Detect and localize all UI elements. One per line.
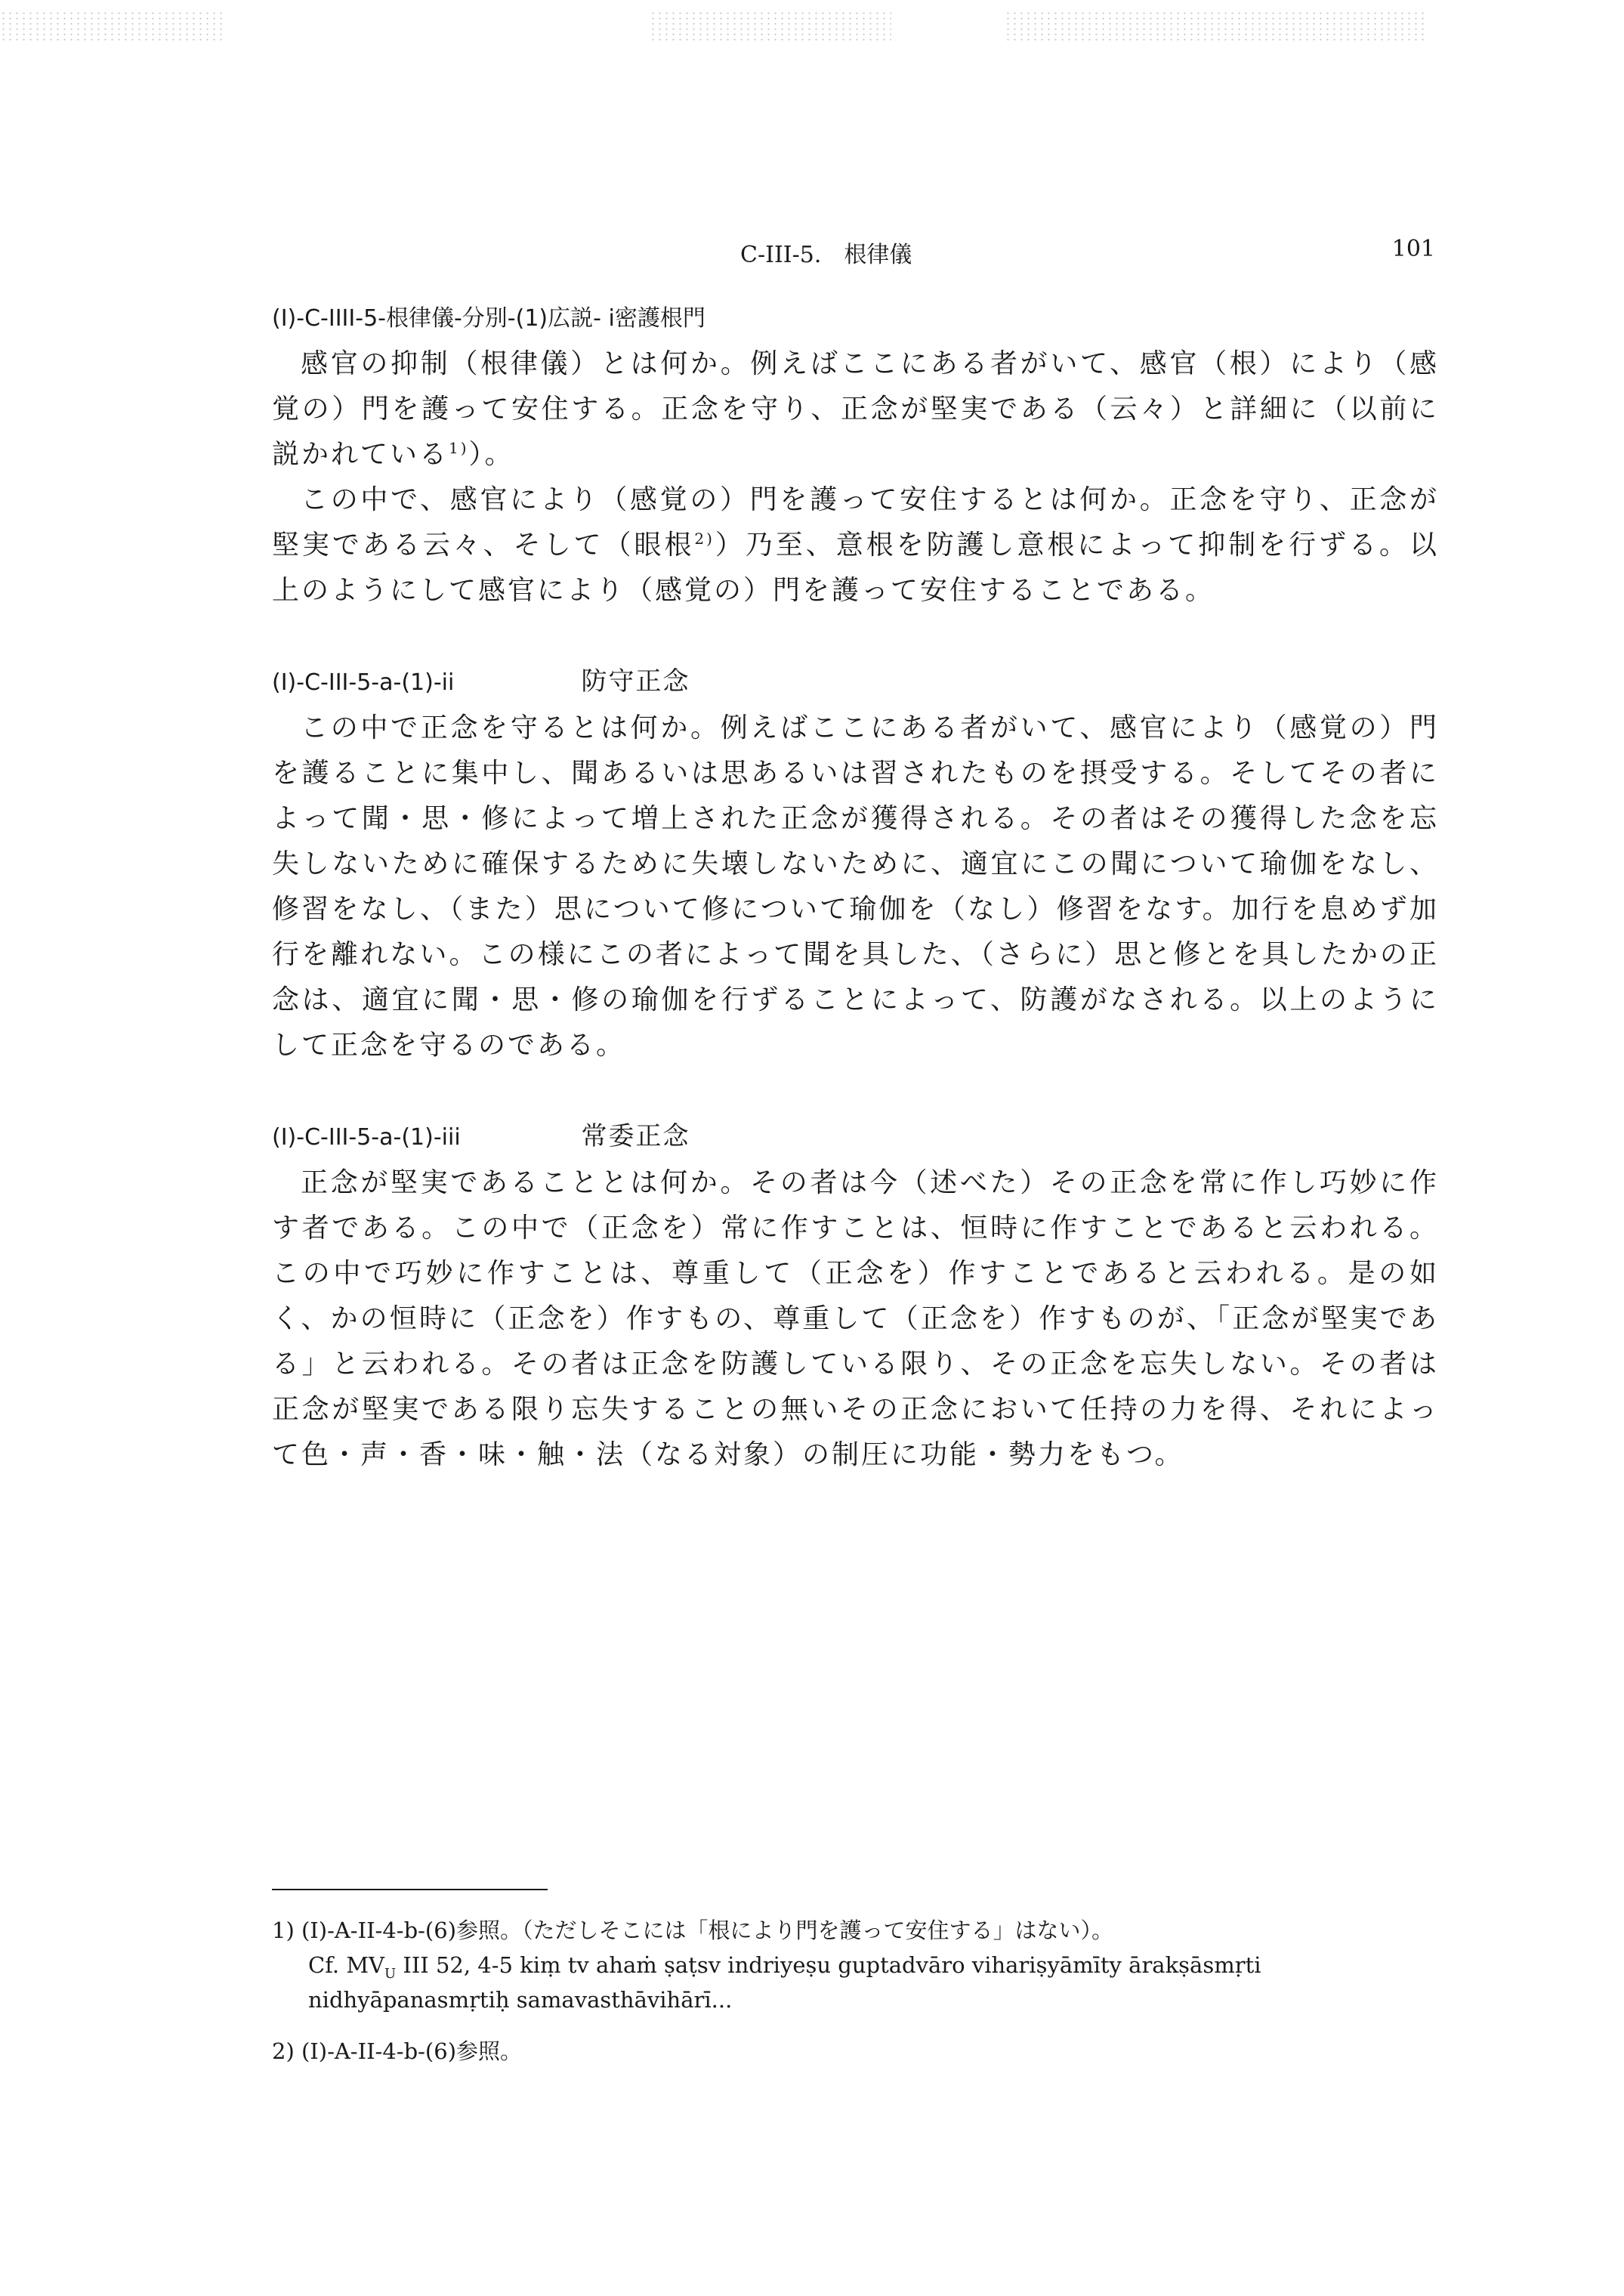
footnote-rule xyxy=(272,1889,548,1890)
section-heading xyxy=(272,659,1439,706)
section-heading xyxy=(272,296,1439,341)
footnote-gap xyxy=(272,2017,1439,2034)
paragraph-text: 感官の抑制（根律儀）とは何か。例えばここにある者がいて、感官（根）により（感覚の）門を護って安住する。正念を守り、正念が堅実である（云々）と詳細に（以前に説かれている xyxy=(272,348,1439,470)
scan-noise-right xyxy=(1005,11,1428,41)
section-gap xyxy=(272,1068,1439,1114)
footnote-text: (I)-A-II-4-b-(6)参照。（ただしそこには「根により門を護って安住する」はない）。 xyxy=(301,1917,1114,1943)
paragraph xyxy=(272,341,1439,477)
footnotes xyxy=(272,1889,1439,2069)
footnote-ref[interactable]: 1) xyxy=(449,439,469,457)
citation-text: III 52, 4-5 kiṃ tv ahaṁ ṣaṭsv indriyeṣu guptadvāro vihariṣyāmīty ārakṣāsmṛti xyxy=(396,1952,1261,1978)
paragraph-text-tail: ）。 xyxy=(468,439,514,470)
citation-prefix: Cf. MV xyxy=(308,1952,384,1978)
citation-text: nidhyāpanasmṛtiḥ samavasthāvihārī... xyxy=(308,1987,733,2013)
paragraph-text-tail: ）乃至、意根を防護し意根によって抑制を行ずる。 xyxy=(714,530,1409,561)
paragraph-text: この中で、感官により（感覚の）門を護って安住するとは何か。正念を守り、正念が堅実である云々、そして（眼根 xyxy=(272,484,1439,561)
paragraph-text: 以上のようにして感官により（感覚の）門を護って安住することである。 xyxy=(272,530,1439,606)
footnote-text: (I)-A-II-4-b-(6)参照。 xyxy=(301,2038,523,2064)
scan-noise-center xyxy=(650,11,891,41)
section-title: 常委正念 xyxy=(581,1121,690,1151)
running-head xyxy=(0,236,1624,273)
section-code: (I)-C-IIII-5-根律儀-分別-(1)広説- i密護根門 xyxy=(272,305,705,332)
section-code: (I)-C-III-5-a-(1)-iii xyxy=(272,1124,461,1151)
footnote-ref[interactable]: 2) xyxy=(694,530,715,548)
section-heading xyxy=(272,1114,1439,1160)
section-title: 防守正念 xyxy=(581,666,690,697)
footnote-1 xyxy=(272,1913,1439,1948)
page-number: 101 xyxy=(1391,236,1435,262)
footnote-label: 1) xyxy=(272,1917,295,1943)
section-gap xyxy=(272,613,1439,659)
footnote-2 xyxy=(272,2034,1439,2069)
paragraph xyxy=(272,477,1439,613)
paragraph-text: この中で正念を守るとは何か。例えばここにある者がいて、感官により（感覚の）門を護ることに集中し、聞あるいは思あるいは習されたものを摂受する。そしてその者によって聞・思・修によって増上された正念が獲得される。その者はその獲得した念を忘失しないために確保するために失壊しないために、適宜にこの聞について瑜伽をなし、修習をなし、（また）思について修について瑜伽を（なし）修習をなす。加行を息めず加行を離れない。この様にこの者によって聞を具した、（さらに）思と修とを具したかの正念は、適宜に聞・思・修の瑜伽を行ずることによって、防護がなされる。以上のようにして正念を守るのである。 xyxy=(272,712,1439,1061)
citation-subscript: U xyxy=(384,1965,397,1982)
scan-noise-left xyxy=(0,11,227,41)
paragraph-text: 正念が堅実であることとは何か。その者は今（述べた）その正念を常に作し巧妙に作す者である。この中で（正念を）常に作すことは、恒時に作すことであると云われる。この中で巧妙に作すことは、尊重して（正念を）作すことであると云われる。是の如く、かの恒時に（正念を）作すもの、尊重して（正念を）作すものが、「正念が堅実である」と云われる。その者は正念を防護している限り、その正念を忘失しない。その者は正念が堅実である限り忘失することの無いその正念において任持の力を得、それによって色・声・香・味・触・法（なる対象）の制圧に功能・勢力をもつ。 xyxy=(272,1167,1439,1470)
main-text xyxy=(272,296,1439,1478)
footnote-label: 2) xyxy=(272,2038,295,2064)
footnote-1-citation xyxy=(272,1948,1439,1982)
paragraph xyxy=(272,706,1439,1068)
running-head-title: C-III-5. 根律儀 xyxy=(740,242,912,268)
paragraph xyxy=(272,1160,1439,1478)
footnote-1-citation-cont xyxy=(272,1982,1439,2017)
section-code: (I)-C-III-5-a-(1)-ii xyxy=(272,669,455,696)
